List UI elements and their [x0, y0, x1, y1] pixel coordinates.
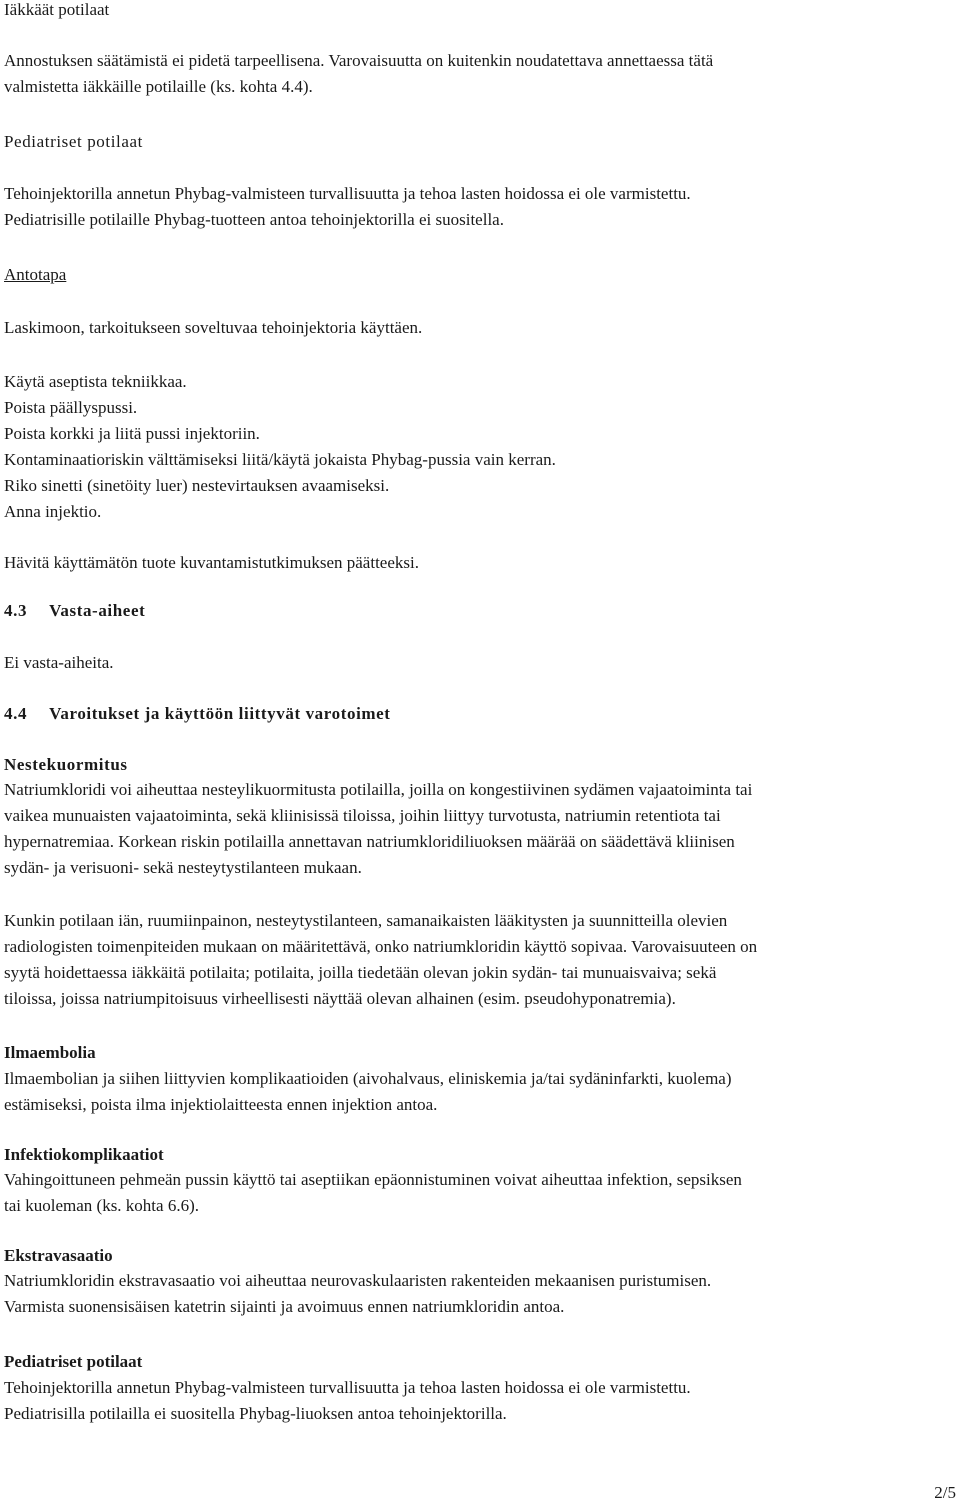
section-number: 4.4 — [4, 704, 28, 723]
elderly-text-line: valmistetta iäkkäille potilaille (ks. kohta 4.4). — [4, 77, 313, 96]
administration-disposal: Hävitä käyttämätön tuote kuvantamistutkimuksen päätteeksi. — [4, 553, 419, 572]
fluid-overload-heading: Nestekuormitus — [4, 755, 128, 774]
fluid-overload-line: hypernatremiaa. Korkean riskin potilailla annettavan natriumkloridiliuoksen määrää on säädettävä kliinisen — [4, 832, 735, 851]
section-4-4-heading — [4, 701, 391, 727]
administration-heading: Antotapa — [4, 265, 67, 284]
warnings-pediatric-line: Pediatrisilla potilailla ei suositella Phybag-liuoksen antoa tehoinjektorilla. — [4, 1404, 507, 1423]
section-title: Varoitukset ja käyttöön liittyvät varotoimet — [49, 704, 391, 723]
page-number: 2/5 — [934, 1483, 956, 1502]
fluid-overload-line: radiologisten toimenpiteiden mukaan on määritettävä, onko natriumkloridin käyttö sopivaa. Varovaisuuteen on — [4, 937, 758, 956]
extravasation-heading: Ekstravasaatio — [4, 1246, 113, 1265]
section-number: 4.3 — [4, 601, 28, 620]
elderly-text-line: Annostuksen säätämistä ei pidetä tarpeellisena. Varovaisuutta on kuitenkin noudatettava annettaessa tätä — [4, 51, 714, 70]
extravasation-line: Natriumkloridin ekstravasaatio voi aiheuttaa neurovaskulaaristen rakenteiden mekaanisen puristumisen. — [4, 1271, 712, 1290]
administration-step: Riko sinetti (sinetöity luer) nestevirtauksen avaamiseksi. — [4, 476, 390, 495]
pediatric-text-line: Tehoinjektorilla annetun Phybag-valmisteen turvallisuutta ja tehoa lasten hoidossa ei ole varmistettu. — [4, 184, 691, 203]
air-embolism-heading: Ilmaembolia — [4, 1043, 96, 1062]
fluid-overload-line: tiloissa, joissa natriumpitoisuus virheellisesti näyttää olevan alhainen (esim. pseudohyponatremia). — [4, 989, 676, 1008]
fluid-overload-line: vaikea munuaisten vajaatoiminta, sekä kliinisissä tiloissa, joihin liittyy turvotusta, natriumin retentiota tai — [4, 806, 721, 825]
contraindications-text: Ei vasta-aiheita. — [4, 653, 114, 672]
administration-step: Poista päällyspussi. — [4, 398, 138, 417]
air-embolism-line: estämiseksi, poista ilma injektiolaitteesta ennen injektion antoa. — [4, 1095, 438, 1114]
infection-heading: Infektiokomplikaatiot — [4, 1145, 164, 1164]
extravasation-line: Varmista suonensisäisen katetrin sijainti ja avoimuus ennen natriumkloridin antoa. — [4, 1297, 565, 1316]
administration-step: Poista korkki ja liitä pussi injektoriin. — [4, 424, 260, 443]
fluid-overload-line: sydän- ja verisuoni- sekä nesteytystilanteen mukaan. — [4, 858, 362, 877]
section-title: Vasta-aiheet — [49, 601, 146, 620]
section-4-3-heading — [4, 598, 145, 624]
pediatric-heading: Pediatriset potilaat — [4, 132, 143, 151]
administration-intro: Laskimoon, tarkoitukseen soveltuvaa tehoinjektoria käyttäen. — [4, 318, 423, 337]
infection-line: tai kuoleman (ks. kohta 6.6). — [4, 1196, 199, 1215]
administration-step: Käytä aseptista tekniikkaa. — [4, 372, 187, 391]
fluid-overload-line: Natriumkloridi voi aiheuttaa nesteylikuormitusta potilailla, joilla on kongestiivinen sydämen vajaatoiminta tai — [4, 780, 753, 799]
elderly-heading: Iäkkäät potilaat — [4, 0, 110, 19]
warnings-pediatric-line: Tehoinjektorilla annetun Phybag-valmisteen turvallisuutta ja tehoa lasten hoidossa ei ole varmistettu. — [4, 1378, 691, 1397]
warnings-pediatric-heading: Pediatriset potilaat — [4, 1352, 143, 1371]
infection-line: Vahingoittuneen pehmeän pussin käyttö tai aseptiikan epäonnistuminen voivat aiheuttaa infektion, sepsiksen — [4, 1170, 742, 1189]
administration-step: Anna injektio. — [4, 502, 102, 521]
fluid-overload-line: syytä hoidettaessa iäkkäitä potilaita; potilaita, joilla tiedetään olevan jokin sydän- tai munuaisvaiva; sekä — [4, 963, 717, 982]
pediatric-text-line: Pediatrisille potilaille Phybag-tuotteen antoa tehoinjektorilla ei suositella. — [4, 210, 504, 229]
administration-step: Kontaminaatioriskin välttämiseksi liitä/käytä jokaista Phybag-pussia vain kerran. — [4, 450, 556, 469]
air-embolism-line: Ilmaembolian ja siihen liittyvien komplikaatioiden (aivohalvaus, eliniskemia ja/tai sydäninfarkti, kuolema) — [4, 1069, 732, 1088]
fluid-overload-line: Kunkin potilaan iän, ruumiinpainon, nesteytystilanteen, samanaikaisten lääkitysten ja suunnitteilla olevien — [4, 911, 728, 930]
